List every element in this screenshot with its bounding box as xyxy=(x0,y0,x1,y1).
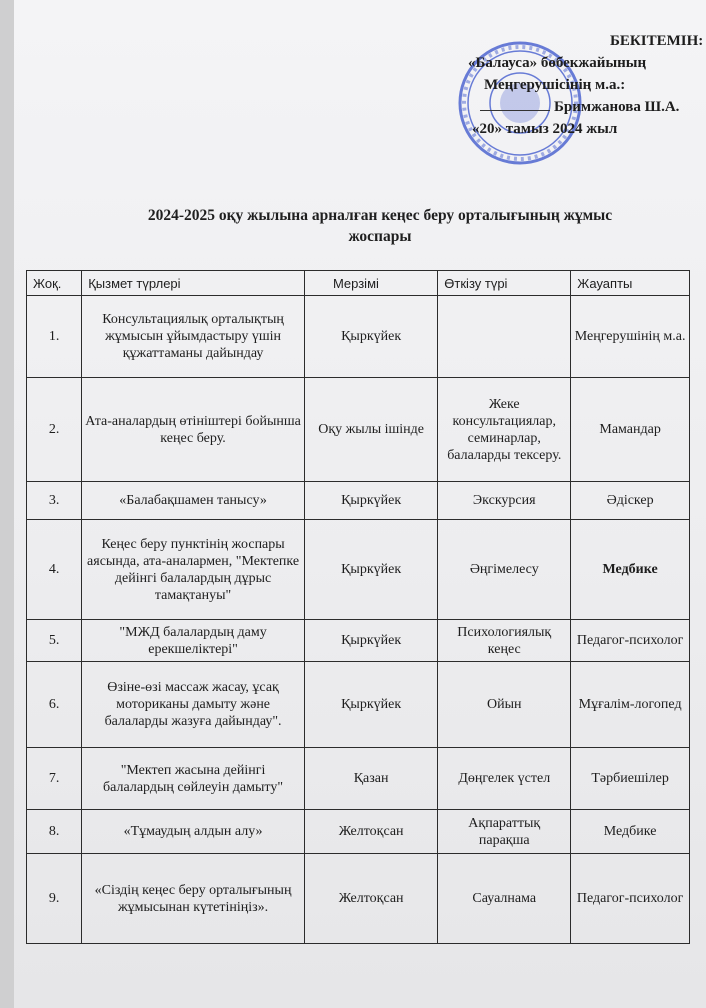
row-term: Оқу жылы ішінде xyxy=(304,378,437,482)
row-term: Қыркүйек xyxy=(304,482,437,520)
row-activity: «Балабақшамен танысу» xyxy=(82,482,305,520)
approval-date: «20» тамыз 2024 жыл xyxy=(472,121,618,137)
approval-heading: БЕКІТЕМІН: xyxy=(610,33,704,49)
row-responsible: Меңгерушінің м.а. xyxy=(571,296,690,378)
col-activity-header: Қызмет түрлері xyxy=(82,271,305,296)
row-number: 7. xyxy=(27,748,82,810)
title-line-2: жоспары xyxy=(348,228,412,245)
table-header-row xyxy=(27,271,690,296)
approval-org: «Балауса» бөбекжайының xyxy=(468,55,647,71)
row-activity: Ата-аналардың өтініштері бойынша кеңес беру. xyxy=(82,378,305,482)
table-row xyxy=(27,854,690,944)
row-term: Желтоқсан xyxy=(304,854,437,944)
row-number: 8. xyxy=(27,810,82,854)
row-number: 6. xyxy=(27,662,82,748)
row-activity: «Тұмаудың алдын алу» xyxy=(82,810,305,854)
approval-position: Меңгерушісінің м.а.: xyxy=(484,77,626,93)
row-form: Экскурсия xyxy=(438,482,571,520)
title-line-1: 2024-2025 оқу жылына арналған кеңес беру орталығының жұмыс xyxy=(147,207,613,224)
row-responsible: Педагог-психолог xyxy=(571,854,690,944)
row-term: Қыркүйек xyxy=(304,662,437,748)
row-term: Қыркүйек xyxy=(304,620,437,662)
row-number: 1. xyxy=(27,296,82,378)
row-responsible: Медбике xyxy=(571,810,690,854)
row-number: 2. xyxy=(27,378,82,482)
row-responsible: Мамандар xyxy=(571,378,690,482)
row-responsible: Педагог-психолог xyxy=(571,620,690,662)
table-row xyxy=(27,662,690,748)
row-number: 9. xyxy=(27,854,82,944)
row-activity: Өзіне-өзі массаж жасау, ұсақ моториканы дамыту және балаларды жазуға дайындау". xyxy=(82,662,305,748)
col-number-header: Жоқ. xyxy=(27,271,82,296)
approval-block xyxy=(460,30,704,140)
col-responsible-header: Жауапты xyxy=(571,271,690,296)
row-term: Желтоқсан xyxy=(304,810,437,854)
row-term: Қыркүйек xyxy=(304,296,437,378)
row-number: 5. xyxy=(27,620,82,662)
row-form: Жеке консультациялар, семинарлар, балаларды тексеру. xyxy=(438,378,571,482)
row-number: 4. xyxy=(27,520,82,620)
row-term: Қыркүйек xyxy=(304,520,437,620)
signature-line xyxy=(480,110,550,111)
row-term: Қазан xyxy=(304,748,437,810)
table-row xyxy=(27,620,690,662)
col-term-header: Мерзімі xyxy=(304,271,437,296)
row-form: Әңгімелесу xyxy=(438,520,571,620)
row-form: Сауалнама xyxy=(438,854,571,944)
row-form: Ойын xyxy=(438,662,571,748)
row-form: Ақпараттық парақша xyxy=(438,810,571,854)
row-activity: «Сіздің кеңес беру орталығының жұмысынан күтетініңіз». xyxy=(82,854,305,944)
work-plan-table xyxy=(26,270,690,944)
col-form-header: Өткізу түрі xyxy=(438,271,571,296)
approval-name: Бримжанова Ш.А. xyxy=(554,99,680,115)
table-row xyxy=(27,810,690,854)
table-row xyxy=(27,748,690,810)
row-form: Психологиялық кеңес xyxy=(438,620,571,662)
row-activity: Кеңес беру пунктінің жоспары аясында, ата-аналармен, "Мектепке дейінгі балалардың дұрыс тамақтануы" xyxy=(82,520,305,620)
row-form xyxy=(438,296,571,378)
table-row xyxy=(27,482,690,520)
table-row xyxy=(27,520,690,620)
row-responsible: Әдіскер xyxy=(571,482,690,520)
row-responsible: Тәрбиешілер xyxy=(571,748,690,810)
row-form: Дөңгелек үстел xyxy=(438,748,571,810)
table-row xyxy=(27,296,690,378)
table-row xyxy=(27,378,690,482)
row-number: 3. xyxy=(27,482,82,520)
row-activity: Консультациялық орталықтың жұмысын ұйымдастыру үшін құжаттаманы дайындау xyxy=(82,296,305,378)
row-responsible: Медбике xyxy=(571,520,690,620)
document-title xyxy=(80,205,680,247)
row-activity: "Мектеп жасына дейінгі балалардың сөйлеуін дамыту" xyxy=(82,748,305,810)
row-activity: "МЖД балалардың даму ерекшеліктері" xyxy=(82,620,305,662)
row-responsible: Мұғалім-логопед xyxy=(571,662,690,748)
